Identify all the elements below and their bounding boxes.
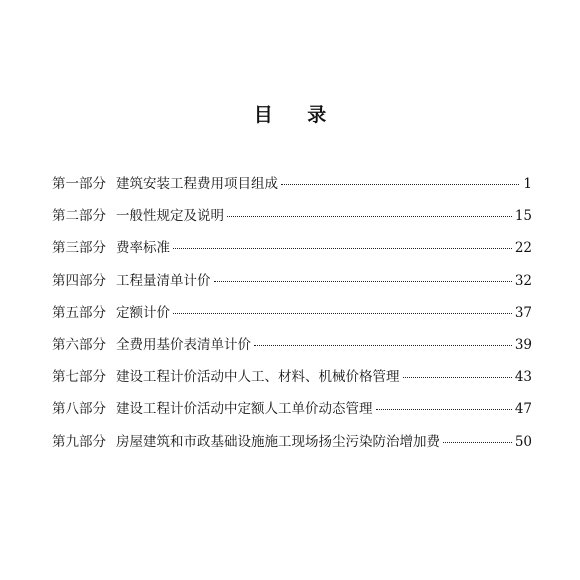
toc-heading: 工程量清单计价 bbox=[116, 272, 211, 289]
toc-part-label: 第九部分 bbox=[52, 433, 106, 450]
dot-leader bbox=[376, 409, 512, 410]
toc-part-label: 第四部分 bbox=[52, 272, 106, 289]
toc-entry bbox=[52, 333, 532, 365]
toc-heading: 一般性规定及说明 bbox=[116, 208, 224, 225]
toc-page-number: 39 bbox=[514, 336, 532, 353]
toc-entry bbox=[52, 236, 532, 268]
toc-heading: 全费用基价表清单计价 bbox=[116, 336, 251, 353]
toc-heading: 建设工程计价活动中人工、材料、机械价格管理 bbox=[116, 369, 400, 386]
toc-entry bbox=[52, 172, 532, 204]
toc-heading: 费率标准 bbox=[116, 240, 170, 257]
toc-part-label: 第三部分 bbox=[52, 240, 106, 257]
dot-leader bbox=[254, 345, 512, 346]
toc-entry bbox=[52, 430, 532, 462]
toc-heading: 定额计价 bbox=[116, 304, 170, 321]
toc-entry bbox=[52, 204, 532, 236]
dot-leader bbox=[443, 442, 512, 443]
toc-page-number: 43 bbox=[514, 369, 532, 386]
toc-part-label: 第六部分 bbox=[52, 336, 106, 353]
toc-entry bbox=[52, 397, 532, 429]
toc-entry bbox=[52, 365, 532, 397]
dot-leader bbox=[173, 313, 512, 314]
toc-part-label: 第五部分 bbox=[52, 304, 106, 321]
toc-page-number: 32 bbox=[514, 272, 532, 289]
page-title: 目 录 bbox=[253, 104, 341, 126]
dot-leader bbox=[173, 248, 512, 249]
toc-page-number: 15 bbox=[514, 208, 532, 225]
toc-part-label: 第七部分 bbox=[52, 369, 106, 386]
dot-leader bbox=[403, 377, 512, 378]
toc-page-number: 47 bbox=[514, 401, 532, 418]
toc-page-number: 22 bbox=[514, 240, 532, 257]
toc-page-number: 50 bbox=[514, 433, 532, 450]
toc-part-label: 第二部分 bbox=[52, 208, 106, 225]
toc-part-label: 第一部分 bbox=[52, 176, 106, 192]
toc-part-label: 第八部分 bbox=[52, 401, 106, 418]
toc-page-number: 1 bbox=[523, 176, 532, 192]
toc-heading: 建筑安装工程费用项目组成 bbox=[116, 176, 278, 192]
toc-page-number: 37 bbox=[514, 304, 532, 321]
toc-heading: 房屋建筑和市政基础设施施工现场扬尘污染防治增加费 bbox=[116, 433, 440, 450]
dot-leader bbox=[281, 184, 519, 185]
dot-leader bbox=[227, 216, 512, 217]
dot-leader bbox=[214, 281, 512, 282]
table-of-contents bbox=[52, 172, 532, 462]
toc-entry bbox=[52, 269, 532, 301]
toc-heading: 建设工程计价活动中定额人工单价动态管理 bbox=[116, 401, 373, 418]
toc-entry bbox=[52, 301, 532, 333]
